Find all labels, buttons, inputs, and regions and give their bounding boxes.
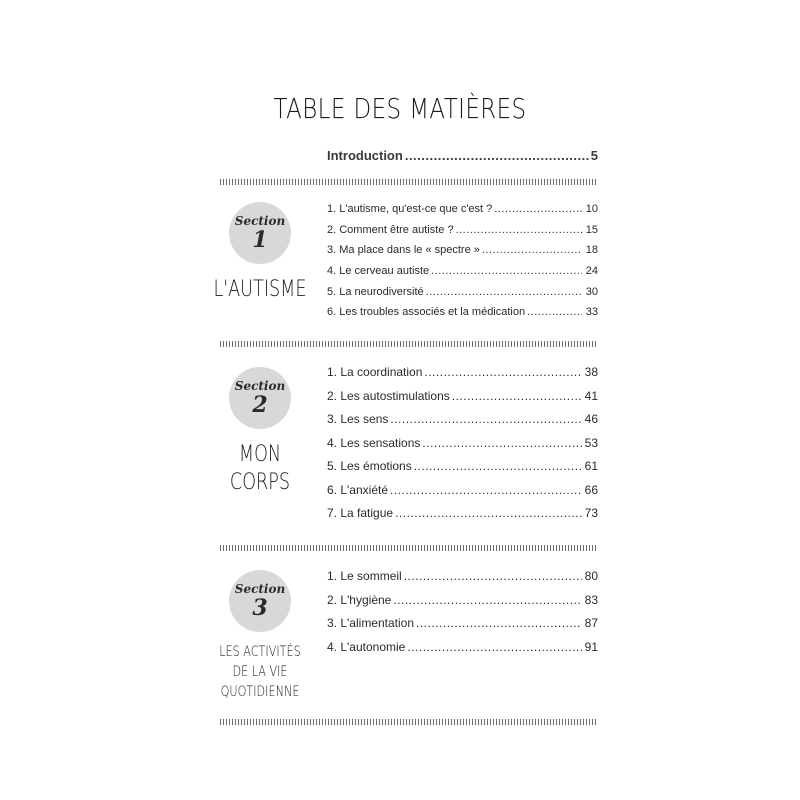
toc-entry xyxy=(327,286,598,307)
section-2-header xyxy=(200,367,320,497)
dot-leader xyxy=(393,593,582,607)
section-divider xyxy=(220,719,598,725)
entry-label: 6. L'anxiété xyxy=(327,482,389,497)
entry-page: 73 xyxy=(584,506,598,520)
toc-entry xyxy=(327,506,598,530)
dot-leader xyxy=(390,412,582,426)
dot-leader xyxy=(452,389,582,403)
section-badge-number: 2 xyxy=(252,391,268,418)
entry-label: 1. Le sommeil xyxy=(327,569,402,583)
entry-label: 4. L'autonomie xyxy=(327,639,406,654)
introduction-entry xyxy=(327,148,598,163)
entry-page: 53 xyxy=(584,435,598,450)
section-badge xyxy=(229,202,291,264)
toc-entry xyxy=(327,203,598,224)
entry-page: 30 xyxy=(585,285,598,298)
section-title: MON CORPS xyxy=(229,442,291,495)
section-badge-word: Section xyxy=(234,213,286,228)
entry-page: 18 xyxy=(585,244,598,257)
dot-leader xyxy=(426,286,582,298)
entry-page: 38 xyxy=(584,365,598,379)
section-badge xyxy=(229,367,291,429)
entry-label: 3. Les sens xyxy=(327,412,389,426)
entry-page: 33 xyxy=(585,306,598,319)
toc-entry xyxy=(327,593,598,617)
entry-page: 10 xyxy=(585,203,598,215)
entry-label: 1. La coordination xyxy=(327,365,423,379)
toc-title: TABLE DES MATIÈRES xyxy=(273,92,527,125)
section-divider xyxy=(220,545,598,551)
entry-label: 1. L'autisme, qu'est-ce que c'est ? xyxy=(327,203,493,215)
section-3-header xyxy=(200,570,320,702)
section-badge-word: Section xyxy=(234,581,286,596)
dot-leader xyxy=(404,569,582,583)
entry-label: 3. L'alimentation xyxy=(327,616,415,630)
entry-label: 2. L'hygiène xyxy=(327,592,392,607)
toc-entry xyxy=(327,365,598,389)
toc-entry xyxy=(327,389,598,413)
entry-page: 15 xyxy=(585,223,598,236)
entry-page: 91 xyxy=(584,639,598,654)
toc-entry xyxy=(327,640,598,664)
dot-leader xyxy=(494,203,582,215)
entry-page: 61 xyxy=(584,459,598,473)
entry-page: 41 xyxy=(584,388,598,403)
entry-page: 80 xyxy=(584,569,598,583)
section-badge-number: 3 xyxy=(252,594,268,621)
entry-label: 5. Les émotions xyxy=(327,459,412,473)
entry-page: 87 xyxy=(584,616,598,630)
dot-leader xyxy=(395,506,582,520)
section-2-entries xyxy=(327,365,598,530)
dot-leader xyxy=(390,483,582,497)
entry-label: 2. Comment être autiste ? xyxy=(327,223,454,236)
entry-page: 46 xyxy=(584,412,598,426)
section-badge-word: Section xyxy=(234,378,286,393)
introduction-label: Introduction xyxy=(327,148,403,163)
section-3-entries xyxy=(327,569,598,663)
toc-entry xyxy=(327,436,598,460)
toc-entry xyxy=(327,412,598,436)
toc-entry xyxy=(327,306,598,327)
section-title: L'AUTISME xyxy=(213,277,307,302)
entry-label: 4. Le cerveau autiste xyxy=(327,265,430,278)
section-divider xyxy=(220,341,598,347)
toc-entry xyxy=(327,569,598,593)
entry-label: 7. La fatigue xyxy=(327,506,394,520)
entry-label: 4. Les sensations xyxy=(327,435,421,450)
toc-entry xyxy=(327,459,598,483)
dot-leader xyxy=(414,459,582,473)
entry-label: 3. Ma place dans le « spectre » xyxy=(327,244,480,257)
dot-leader xyxy=(407,640,582,654)
section-divider xyxy=(220,179,598,185)
dot-leader xyxy=(416,616,582,630)
dot-leader xyxy=(405,148,589,163)
entry-label: 6. Les troubles associés et la médication xyxy=(327,306,526,319)
section-1-entries xyxy=(327,203,598,327)
toc-entry xyxy=(327,616,598,640)
entry-label: 2. Les autostimulations xyxy=(327,388,450,403)
toc-entry xyxy=(327,483,598,507)
dot-leader xyxy=(456,224,582,236)
section-badge-number: 1 xyxy=(252,226,268,253)
entry-page: 83 xyxy=(584,592,598,607)
entry-page: 66 xyxy=(584,482,598,497)
entry-page: 24 xyxy=(585,265,598,278)
toc-entry xyxy=(327,244,598,265)
dot-leader xyxy=(431,265,582,277)
toc-entry xyxy=(327,265,598,286)
dot-leader xyxy=(527,306,582,318)
dot-leader xyxy=(422,436,582,450)
section-badge xyxy=(229,570,291,632)
dot-leader xyxy=(424,365,582,379)
introduction-page: 5 xyxy=(590,148,598,163)
section-1-header xyxy=(200,202,320,304)
dot-leader xyxy=(482,244,582,256)
entry-label: 5. La neurodiversité xyxy=(327,285,424,298)
section-title: LES ACTIVITÉS DE LA VIE QUOTIDIENNE xyxy=(219,644,301,700)
toc-entry xyxy=(327,224,598,245)
